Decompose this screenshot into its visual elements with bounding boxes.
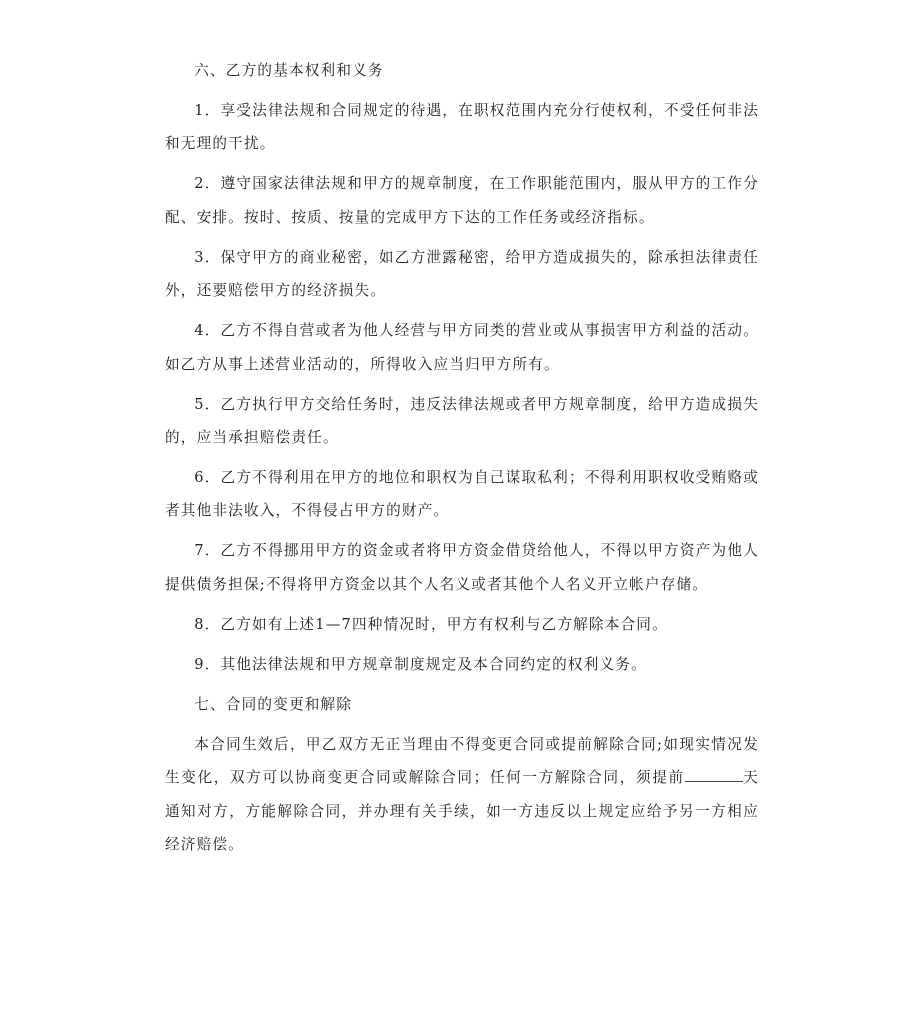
contract-change-text-before-blank: 本合同生效后，甲乙双方无正当理由不得变更合同或提前解除合同;如现实情况发生变化，双方可以协商变更合同或解除合同；任何一方解除合同，须提前: [165, 735, 759, 787]
contract-change-text-after-blank: 天通知对方，方能解除合同，并办理有关手续，如一方违反以上规定应给予另一方相应经济赔偿。: [165, 769, 760, 854]
clause-7: 7．乙方不得挪用甲方的资金或者将甲方资金借贷给他人，不得以甲方资产为他人提供债务担保;不得将甲方资金以其个人名义或者其他个人名义开立帐户存储。: [165, 542, 759, 593]
clause-9: 9．其他法律法规和甲方规章制度规定及本合同约定的权利义务。: [194, 655, 647, 673]
clause-8: 8．乙方如有上述1—7四种情况时，甲方有权利与乙方解除本合同。: [194, 615, 668, 633]
contract-change-paragraph: [165, 728, 759, 862]
clause-2: 2．遵守国家法律法规和甲方的规章制度，在工作职能范围内，服从甲方的工作分配、安排。按时、按质、按量的完成甲方下达的工作任务或经济指标。: [165, 175, 759, 226]
notice-days-blank[interactable]: [685, 767, 743, 782]
document-page: [165, 54, 759, 868]
clause-3: 3．保守甲方的商业秘密，如乙方泄露秘密，给甲方造成损失的，除承担法律责任外，还要赔偿甲方的经济损失。: [165, 248, 759, 300]
clause-4: 4．乙方不得自营或者为他人经营与甲方同类的营业或从事损害甲方利益的活动。如乙方从事上述营业活动的，所得收入应当归甲方所有。: [165, 322, 759, 373]
clause-1: 1．享受法律法规和合同规定的待遇，在职权范围内充分行使权利，不受任何非法和无理的干扰。: [165, 102, 759, 153]
section-heading-6: 六、乙方的基本权利和义务: [194, 62, 384, 79]
section-heading-7: 七、合同的变更和解除: [194, 695, 353, 713]
clause-6: 6．乙方不得利用在甲方的地位和职权为自己谋取私利；不得利用职权收受贿赂或者其他非法收入，不得侵占甲方的财产。: [165, 469, 759, 520]
clause-5: 5．乙方执行甲方交给任务时，违反法律法规或者甲方规章制度，给甲方造成损失的，应当承担赔偿责任。: [165, 395, 759, 447]
